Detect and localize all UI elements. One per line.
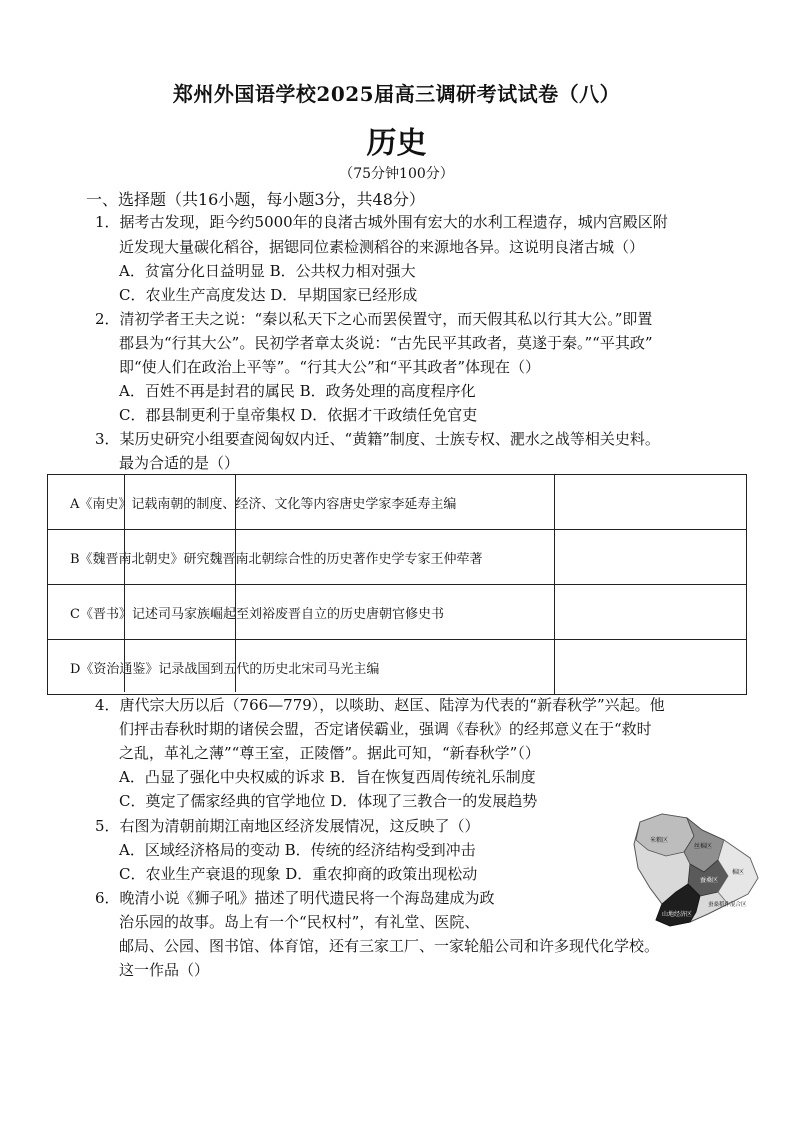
question-5-line-1: 5．右图为清朝前期江南地区经济发展情况，这反映了（） [95, 817, 480, 835]
question-3-line-2: 最为合适的是（） [119, 454, 240, 472]
exam-title: 郑州外国语学校2025届高三调研考试试卷（八） [172, 82, 621, 106]
question-4-line-3: 之乱，革礼之薄”“尊王室，正陵僭”。据此可知，“新春秋学”（） [119, 744, 540, 762]
question-1-line-2: 近发现大量碳化稻谷，据锶同位素检测稻谷的来源地各异。这说明良渚古城（） [119, 238, 645, 256]
question-4-options-ab: A．凸显了强化中央权威的诉求 B．旨在恢复西周传统礼乐制度 [119, 768, 536, 786]
question-4-line-1: 4．唐代宗大历以后（766—779），以啖助、赵匡、陆淳为代表的“新春秋学”兴起。他 [95, 696, 665, 714]
question-6-line-2: 治乐园的故事。岛上有一个“民权村”，有礼堂、医院、 [119, 913, 480, 931]
question-1-options-ab: A．贫富分化日益明显 B．公共权力相对强大 [119, 262, 416, 280]
map-label: 米粮区 [650, 837, 669, 844]
table-divider [124, 474, 125, 692]
option-a-cell: A《南史》记载南朝的制度、经济、文化等内容唐史学家李延寿主编 [48, 475, 555, 530]
table-divider [235, 474, 236, 692]
question-4-options-cd: C．奠定了儒家经典的官学地位 D．体现了三教合一的发展趋势 [119, 792, 538, 810]
section-heading: 一、选择题（共16小题，每小题3分，共48分） [86, 190, 425, 209]
question-2-options-cd: C．郡县制更利于皇帝集权 D．依据才干政绩任免官吏 [119, 406, 478, 424]
question-1-options-cd: C．农业生产高度发达 D．早期国家已经形成 [119, 286, 418, 304]
question-2-options-ab: A．百姓不再是封君的属民 B．政务处理的高度程序化 [119, 382, 476, 400]
map-label: 蚕桑稻作混合区 [708, 902, 747, 908]
question-2-line-3: 即“使人们在政治上平等”。“行其大公”和“平其政者”体现在（） [119, 358, 541, 376]
question-5-options-ab: A．区域经济格局的变动 B．传统的经济结构受到冲击 [119, 841, 476, 859]
question-3-line-1: 3．某历史研究小组要查阅匈奴内迁、“黄籍”制度、士族专权、淝水之战等相关史料。 [95, 430, 660, 448]
map-label: 丝棉区 [694, 843, 713, 850]
table-row [48, 640, 747, 695]
map-label: 蚕桑区 [700, 877, 719, 884]
empty-cell [555, 475, 747, 530]
jiangnan-economy-map [632, 812, 762, 932]
question-2-line-1: 2．清初学者王夫之说：“秦以私天下之心而罢侯置守，而天假其私以行其大公。”即置 [95, 310, 653, 328]
empty-cell [555, 640, 747, 695]
option-b-cell: B《魏晋南北朝史》研究魏晋南北朝综合性的历史著作史学专家王仲荦著 [48, 530, 555, 585]
question-5-options-cd: C．农业生产衰退的现象 D．重农抑商的政策出现松动 [119, 865, 478, 883]
question-6-line-1: 6．晚清小说《狮子吼》描述了明代遗民将一个海岛建成为政 [95, 889, 495, 907]
map-label: 山地经济区 [662, 911, 693, 918]
option-d-cell: D《资治通鉴》记录战国到五代的历史北宋司马光主编 [48, 640, 555, 695]
table-row [48, 475, 747, 530]
table-row [48, 530, 747, 585]
empty-cell [555, 585, 747, 640]
map-label: 棉区 [732, 869, 745, 876]
option-c-cell: C《晋书》记述司马家族崛起至刘裕废晋自立的历史唐朝官修史书 [48, 585, 555, 640]
question-6-line-4: 这一作品（） [119, 961, 210, 979]
question-4-line-2: 们抨击春秋时期的诸侯会盟，否定诸侯霸业，强调《春秋》的经邦意义在于“救时 [119, 720, 652, 738]
question-6-line-3: 邮局、公园、图书馆、体育馆，还有三家工厂、一家轮船公司和许多现代化学校。 [119, 937, 660, 955]
table-row [48, 585, 747, 640]
question-2-line-2: 郡县为“行其大公”。民初学者章太炎说：“古先民平其政者，莫遂于秦。”“平其政” [119, 334, 653, 352]
question-3-options-table [47, 474, 747, 695]
exam-duration: （75分钟100分） [339, 166, 454, 182]
empty-cell [555, 530, 747, 585]
question-1-line-1: 1．据考古发现，距今约5000年的良渚古城外围有宏大的水利工程遗存，城内宫殿区附 [95, 213, 668, 231]
subject-title: 历史 [366, 126, 427, 161]
